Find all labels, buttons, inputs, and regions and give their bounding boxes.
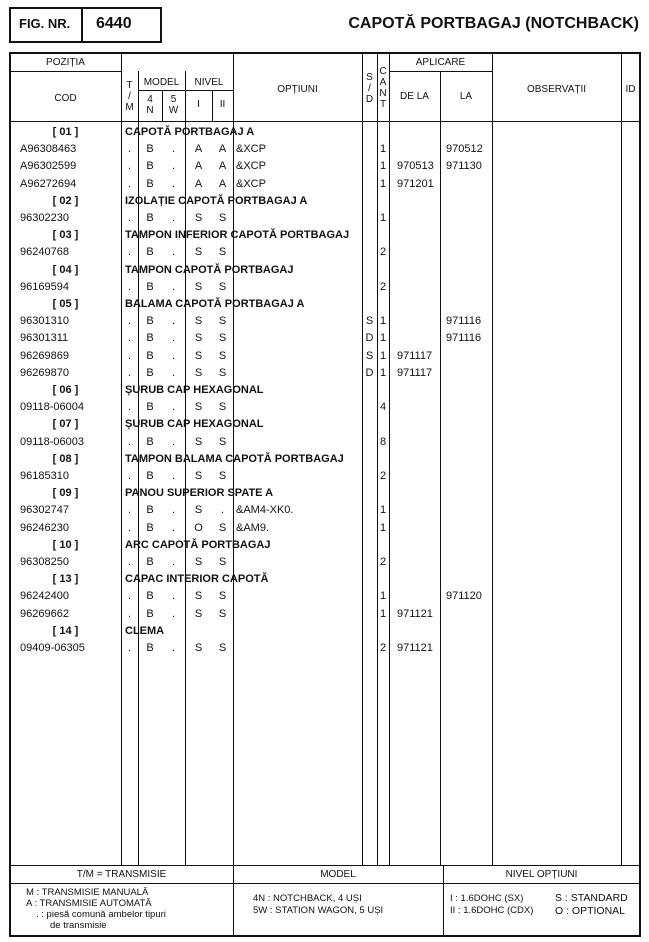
cell-n2: S [218, 349, 227, 362]
legend-tm-line: . : piesă comună ambelor tipuri [36, 909, 166, 920]
group-position: [ 08 ] [52, 452, 79, 465]
cell-n2: S [218, 246, 227, 259]
part-code: 96308250 [20, 556, 69, 568]
cell-m5: . [171, 143, 176, 156]
cell-de-la: 970513 [397, 160, 434, 173]
part-code: 96169594 [20, 280, 69, 293]
legend-tm-line: de transmisie [50, 920, 107, 931]
header-nivel: NIVEL [194, 77, 224, 88]
cell-tm: . [127, 280, 132, 293]
legend-tm-title: T/M = TRANSMISIE [76, 869, 167, 880]
cell-cant: 1 [379, 366, 387, 379]
cell-n2: S [218, 435, 227, 448]
cell-n1: A [194, 160, 203, 173]
part-code: 96302230 [20, 212, 69, 224]
group-position: [ 03 ] [52, 229, 79, 242]
cell-cant: 1 [379, 590, 387, 603]
cell-n1: S [194, 590, 203, 603]
header-pozitia: POZIȚIA [46, 57, 85, 68]
group-position: [ 07 ] [52, 418, 79, 431]
cell-n1: S [194, 504, 203, 517]
cell-n2: A [218, 160, 227, 173]
part-code: 96242400 [20, 590, 69, 603]
header-model: MODEL [143, 77, 180, 88]
cell-cant: 1 [379, 332, 387, 345]
header-model-5w: 5 W [168, 94, 179, 116]
group-name: CLEMA [125, 624, 165, 637]
cell-optiuni: &XCP [236, 160, 266, 173]
legend-nivel-line: II : 1.6DOHC (CDX) [450, 905, 534, 916]
cell-de-la: 971201 [397, 177, 434, 190]
fig-label: FIG. NR. [19, 16, 71, 31]
cell-m4: B [146, 470, 154, 482]
group-name: ARC CAPOTĂ PORTBAGAJ [125, 538, 271, 551]
cell-cant: 2 [379, 280, 387, 293]
part-code: A96308463 [20, 143, 77, 156]
cell-de-la: 971121 [397, 607, 433, 620]
group-name: TAMPON CAPOTĂ PORTBAGAJ [125, 263, 294, 276]
cell-m4: B [146, 315, 154, 328]
cell-optiuni: &XCP [236, 143, 266, 156]
group-name: TAMPON INFERIOR CAPOTĂ PORTBAGAJ [125, 229, 350, 242]
header-sd: S / D [365, 72, 374, 105]
cell-cant: 1 [379, 315, 387, 328]
cell-m5: . [171, 521, 176, 534]
cell-n2: S [218, 366, 227, 379]
header-id: ID [625, 84, 636, 95]
cell-m4: B [146, 212, 154, 224]
header-model-4n: 4 N [146, 94, 154, 116]
cell-m5: . [171, 280, 176, 293]
header-cant: C A N T [379, 66, 387, 110]
cell-tm: . [127, 332, 132, 345]
cell-m5: . [171, 642, 176, 654]
cell-cant: 2 [379, 246, 387, 259]
legend-nivel-title: NIVEL OPȚIUNI [505, 869, 578, 880]
cell-m5: . [171, 607, 176, 620]
cell-sd: S [365, 349, 374, 362]
cell-n2: S [218, 642, 227, 654]
cell-cant: 2 [379, 642, 387, 654]
cell-n2: S [218, 332, 227, 345]
header-tm: T / M [125, 80, 134, 113]
cell-n2: A [218, 143, 227, 156]
cell-m4: B [146, 246, 154, 259]
cell-n2: . [220, 504, 225, 517]
cell-tm: . [127, 160, 132, 173]
cell-cant: 1 [379, 607, 387, 620]
cell-tm: . [127, 435, 132, 448]
part-code: 96301310 [20, 315, 69, 328]
header-optiuni: OPȚIUNI [277, 84, 318, 95]
cell-tm: . [127, 315, 132, 328]
part-code: 96269662 [20, 607, 69, 620]
cell-m5: . [171, 212, 176, 224]
cell-n2: A [218, 177, 227, 190]
cell-n1: S [194, 556, 203, 568]
header-de-la: DE LA [400, 91, 429, 102]
cell-cant: 1 [379, 177, 387, 190]
part-code: 09409-06305 [20, 642, 85, 654]
cell-n1: A [194, 143, 203, 156]
cell-m4: B [146, 160, 154, 173]
cell-n1: O [194, 521, 203, 534]
cell-m5: . [171, 401, 176, 414]
legend-model-title: MODEL [320, 869, 356, 880]
part-code: 96269870 [20, 366, 69, 379]
cell-m5: . [171, 332, 176, 345]
cell-m5: . [171, 590, 176, 603]
cell-n2: S [218, 556, 227, 568]
group-name: ȘURUB CAP HEXAGONAL [125, 418, 264, 431]
cell-cant: 1 [379, 212, 387, 224]
legend-tm-line: M : TRANSMISIE MANUALĂ [26, 887, 149, 898]
group-position: [ 05 ] [52, 298, 79, 310]
header-nivel-2: II [219, 99, 226, 110]
cell-n1: S [194, 607, 203, 620]
cell-la: 971120 [446, 590, 482, 603]
cell-tm: . [127, 607, 132, 620]
header-cod: COD [54, 93, 77, 104]
cell-n1: S [194, 470, 203, 482]
cell-tm: . [127, 556, 132, 568]
cell-m4: B [146, 280, 154, 293]
cell-tm: . [127, 504, 132, 517]
cell-sd: S [365, 315, 374, 328]
cell-n1: S [194, 366, 203, 379]
cell-tm: . [127, 366, 132, 379]
cell-m4: B [146, 504, 154, 517]
cell-n2: S [218, 401, 227, 414]
part-code: 96269869 [20, 349, 69, 362]
cell-n1: S [194, 212, 203, 224]
group-name: ȘURUB CAP HEXAGONAL [125, 384, 264, 396]
cell-cant: 1 [379, 504, 387, 517]
cell-tm: . [127, 642, 132, 654]
cell-cant: 1 [379, 521, 387, 534]
cell-m5: . [171, 246, 176, 259]
cell-m5: . [171, 504, 176, 517]
part-code: 09118-06004 [20, 401, 85, 414]
cell-tm: . [127, 246, 132, 259]
cell-tm: . [127, 521, 132, 534]
part-code: 96302747 [20, 504, 69, 517]
cell-n2: S [218, 607, 227, 620]
cell-m4: B [146, 349, 154, 362]
cell-optiuni: &XCP [236, 177, 266, 190]
part-code: 96246230 [20, 521, 69, 534]
fig-number: 6440 [96, 15, 132, 32]
header-observatii: OBSERVAȚII [526, 84, 587, 95]
header-aplicare: APLICARE [415, 57, 466, 68]
cell-m5: . [171, 160, 176, 173]
legend-model-line: 4N : NOTCHBACK, 4 UȘI [253, 893, 362, 904]
group-name: BALAMA CAPOTĂ PORTBAGAJ A [125, 298, 305, 310]
cell-la: 971130 [446, 160, 482, 173]
group-name: IZOLAȚIE CAPOTĂ PORTBAGAJ A [125, 194, 308, 207]
cell-tm: . [127, 470, 132, 482]
cell-la: 970512 [446, 143, 483, 156]
group-name: TAMPON BALAMA CAPOTĂ PORTBAGAJ [125, 452, 344, 465]
cell-n2: S [218, 212, 227, 224]
group-position: [ 06 ] [52, 384, 79, 396]
cell-m5: . [171, 470, 176, 482]
cell-n2: S [218, 521, 227, 534]
cell-n1: A [194, 177, 203, 190]
cell-n1: S [194, 642, 203, 654]
cell-cant: 1 [379, 349, 387, 362]
group-position: [ 09 ] [52, 487, 79, 500]
cell-tm: . [127, 590, 132, 603]
cell-tm: . [127, 143, 132, 156]
cell-m5: . [171, 315, 176, 328]
cell-m4: B [146, 143, 154, 156]
cell-tm: . [127, 177, 132, 190]
cell-optiuni: &AM4-XK0. [236, 504, 294, 517]
cell-n1: S [194, 401, 203, 414]
group-name: CAPOTĂ PORTBAGAJ A [125, 126, 255, 138]
group-position: [ 10 ] [52, 538, 79, 551]
page-title: CAPOTĂ PORTBAGAJ (NOTCHBACK) [348, 15, 639, 32]
group-position: [ 02 ] [52, 194, 79, 207]
part-code: 96301311 [20, 332, 69, 345]
cell-m4: B [146, 642, 154, 654]
cell-m5: . [171, 349, 176, 362]
cell-m5: . [171, 556, 176, 568]
cell-de-la: 971117 [397, 349, 433, 362]
part-code: 96240768 [20, 246, 69, 259]
legend-nivel-line: I : 1.6DOHC (SX) [450, 893, 524, 904]
cell-n2: S [218, 470, 227, 482]
cell-n2: S [218, 315, 227, 328]
cell-m4: B [146, 332, 154, 345]
cell-m5: . [171, 177, 176, 190]
cell-la: 971116 [446, 315, 482, 328]
part-code: A96272694 [20, 177, 77, 190]
cell-tm: . [127, 401, 132, 414]
legend-nivel-line: O : OPTIONAL [555, 905, 626, 917]
legend-nivel-line: S : STANDARD [555, 892, 628, 904]
cell-n2: S [218, 590, 227, 603]
cell-m4: B [146, 177, 154, 190]
cell-cant: 2 [379, 556, 387, 568]
cell-tm: . [127, 349, 132, 362]
cell-n1: S [194, 435, 203, 448]
cell-m5: . [171, 435, 176, 448]
legend-model-line: 5W : STATION WAGON, 5 UȘI [253, 905, 384, 916]
part-code: A96302599 [20, 160, 77, 173]
cell-n1: S [194, 315, 203, 328]
group-position: [ 14 ] [52, 624, 79, 637]
cell-cant: 4 [379, 401, 387, 414]
cell-m4: B [146, 435, 154, 448]
cell-cant: 1 [379, 160, 387, 173]
cell-m4: B [146, 556, 154, 568]
cell-optiuni: &AM9. [236, 521, 270, 534]
cell-n2: S [218, 280, 227, 293]
cell-m4: B [146, 607, 154, 620]
cell-de-la: 971117 [397, 366, 433, 379]
cell-n1: S [194, 280, 203, 293]
header-la: LA [459, 91, 473, 102]
legend-tm-line: A : TRANSMISIE AUTOMATĂ [26, 898, 152, 909]
cell-cant: 1 [379, 143, 387, 156]
cell-de-la: 971121 [397, 642, 433, 654]
cell-sd: D [365, 332, 374, 345]
cell-cant: 2 [379, 470, 387, 482]
cell-tm: . [127, 212, 132, 224]
header-nivel-1: I [197, 99, 200, 110]
cell-n1: S [194, 349, 203, 362]
cell-m5: . [171, 366, 176, 379]
cell-n1: S [194, 332, 203, 345]
group-position: [ 13 ] [52, 573, 79, 586]
cell-n1: S [194, 246, 203, 259]
cell-cant: 8 [379, 435, 387, 448]
cell-sd: D [365, 366, 374, 379]
part-code: 96185310 [20, 470, 69, 482]
cell-m4: B [146, 590, 154, 603]
group-name: CAPAC INTERIOR CAPOTĂ [125, 573, 269, 586]
cell-m4: B [146, 521, 154, 534]
group-position: [ 04 ] [52, 263, 79, 276]
cell-m4: B [146, 401, 154, 414]
cell-la: 971116 [446, 332, 482, 345]
group-position: [ 01 ] [52, 126, 79, 138]
part-code: 09118-06003 [20, 435, 85, 448]
group-name: PANOU SUPERIOR SPATE A [125, 487, 274, 500]
cell-m4: B [146, 366, 154, 379]
